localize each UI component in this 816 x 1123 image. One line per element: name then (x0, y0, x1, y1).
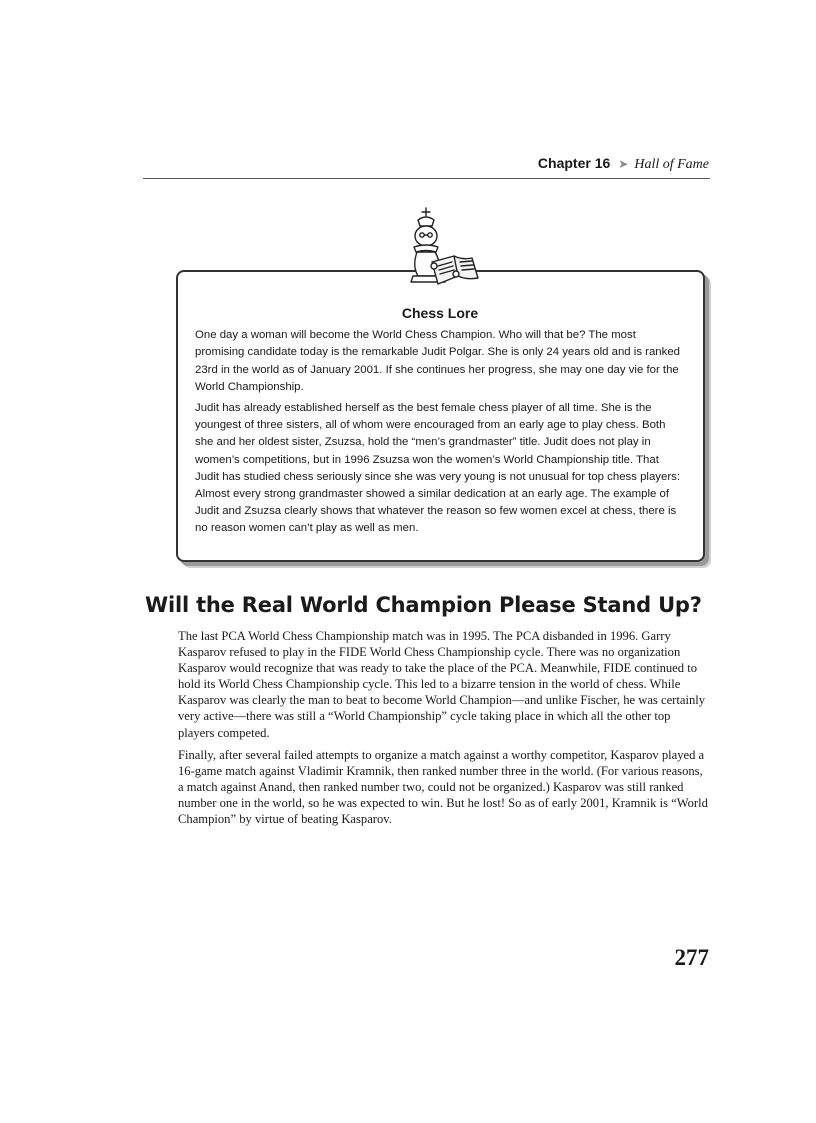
body-text (178, 628, 708, 833)
sidebar-paragraph: One day a woman will become the World Chess Champion. Who will that be? The most promising candidate today is the remarkable Judit Polgar. She is only 24 years old and is ranked 23rd in the world as of January 2001. If she continues her progress, she may one day vie for the World Championship. (195, 329, 681, 393)
chess-king-reading-book-icon (404, 204, 482, 294)
section-heading: Will the Real World Champion Please Stand Up? (145, 593, 702, 617)
chess-lore-sidebar (176, 270, 705, 562)
body-paragraph: Finally, after several failed attempts to organize a match against a worthy competitor, Kasparov played a 16-game match against Vladimir Kramnik, then ranked number three in the world. (For various reasons, a match against Anand, then ranked number two, could not be organized.) Kasparov was still ranked number one in the world, so he was expected to win. But he lost! So as of early 2001, Kramnik is “World Champion” by virtue of beating Kasparov. (178, 747, 708, 827)
arrow-icon: ➤ (618, 157, 629, 171)
sidebar-paragraph: Judit has already established herself as the best female chess player of all time. She is the youngest of three sisters, all of whom were encouraged from an early age to play chess. Both she and her oldest sister, Zsuzsa, hold the “men’s grandmaster” title. Judit does not play in women’s competitions, but in 1996 Zsuzsa won the women’s World Championship title. That Judit has studied chess seriously since she was very young is not unusual for top chess players: Almost every strong grandmaster showed a similar dedication at an early age. The example of Judit and Zsuzsa clearly shows that whatever the reason so few women excel at chess, there is no reason women can’t play as well as men. (195, 402, 680, 535)
section-label: Hall of Fame (634, 157, 709, 172)
sidebar-title: Chess Lore (401, 305, 479, 321)
body-paragraph: The last PCA World Chess Championship match was in 1995. The PCA disbanded in 1996. Garry Kasparov refused to play in the FIDE World Chess Championship cycle. There was no organization Kasparov would recognize that was ready to take the place of the PCA. Meanwhile, FIDE continued to hold its World Chess Championship cycle. This led to a bizarre tension in the world of chess. While Kasparov was clearly the man to beat to become World Champion—and unlike Fischer, he was certainly very active—there was still a “World Championship” cycle taking place in which all the other top players competed. (178, 629, 706, 740)
page-number: 277 (674, 945, 709, 970)
header-rule (143, 178, 710, 179)
running-head (538, 155, 709, 173)
chapter-label: Chapter 16 (537, 155, 611, 171)
